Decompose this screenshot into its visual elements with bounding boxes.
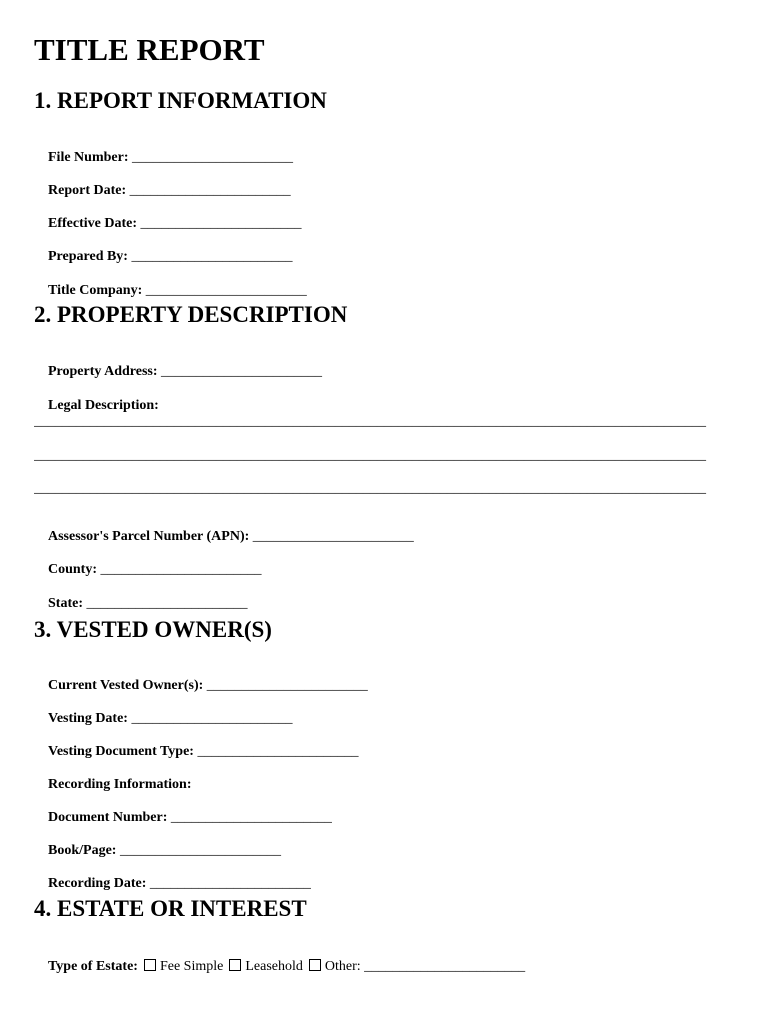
field-label: Recording Date: bbox=[48, 876, 147, 891]
blank-line[interactable]: _______________________ bbox=[131, 711, 293, 726]
option-label: Leasehold bbox=[245, 959, 303, 974]
field-label: Legal Description: bbox=[48, 398, 159, 413]
field-label: Report Date: bbox=[48, 183, 127, 198]
field-label: Vesting Date: bbox=[48, 711, 128, 726]
option-label: Other: bbox=[324, 959, 361, 974]
field-label: Type of Estate: bbox=[48, 959, 138, 974]
blank-line[interactable]: _______________________ bbox=[170, 810, 332, 825]
blank-line[interactable]: _______________________ bbox=[86, 596, 248, 611]
field-label: Recording Information: bbox=[48, 777, 192, 792]
blank-line[interactable]: _______________________ bbox=[145, 283, 307, 298]
fee-simple-checkbox[interactable] bbox=[144, 959, 156, 971]
field-type-of-estate bbox=[34, 943, 525, 991]
section-heading-report-information: 1. REPORT INFORMATION bbox=[34, 88, 327, 113]
other-checkbox[interactable] bbox=[309, 959, 321, 971]
field-label: Prepared By: bbox=[48, 249, 128, 264]
option-label: Fee Simple bbox=[159, 959, 224, 974]
field-label: Book/Page: bbox=[48, 843, 117, 858]
field-label: Title Company: bbox=[48, 283, 143, 298]
blank-line[interactable]: _______________________ bbox=[100, 562, 262, 577]
section-heading-property-description: 2. PROPERTY DESCRIPTION bbox=[34, 302, 348, 327]
legal-description-line-1[interactable]: ________________________________________________________________________________________________ bbox=[34, 414, 706, 429]
field-label: Assessor's Parcel Number (APN): bbox=[48, 529, 250, 544]
field-label: Property Address: bbox=[48, 364, 158, 379]
blank-line[interactable]: _______________________ bbox=[119, 843, 281, 858]
blank-line[interactable]: _______________________ bbox=[206, 678, 368, 693]
field-label: State: bbox=[48, 596, 83, 611]
blank-line[interactable]: _______________________ bbox=[364, 959, 526, 974]
section-heading-vested-owners: 3. VESTED OWNER(S) bbox=[34, 617, 272, 642]
blank-line[interactable]: _______________________ bbox=[129, 183, 291, 198]
field-label: County: bbox=[48, 562, 98, 577]
blank-line[interactable]: _______________________ bbox=[131, 150, 293, 165]
blank-line[interactable]: _______________________ bbox=[197, 744, 359, 759]
field-label: Effective Date: bbox=[48, 216, 138, 231]
legal-description-line-3[interactable]: ________________________________________________________________________________________________ bbox=[34, 481, 706, 496]
leasehold-checkbox[interactable] bbox=[229, 959, 241, 971]
legal-description-line-2[interactable]: ________________________________________________________________________________________________ bbox=[34, 448, 706, 463]
blank-line[interactable]: _______________________ bbox=[161, 364, 323, 379]
blank-line[interactable]: _______________________ bbox=[252, 529, 414, 544]
section-heading-estate-or-interest: 4. ESTATE OR INTEREST bbox=[34, 896, 307, 921]
blank-line[interactable]: _______________________ bbox=[149, 876, 311, 891]
field-label: File Number: bbox=[48, 150, 129, 165]
blank-line[interactable]: _______________________ bbox=[140, 216, 302, 231]
blank-line[interactable]: _______________________ bbox=[131, 249, 293, 264]
page-title: TITLE REPORT bbox=[34, 32, 265, 67]
field-label: Current Vested Owner(s): bbox=[48, 678, 204, 693]
field-label: Document Number: bbox=[48, 810, 168, 825]
field-label: Vesting Document Type: bbox=[48, 744, 194, 759]
